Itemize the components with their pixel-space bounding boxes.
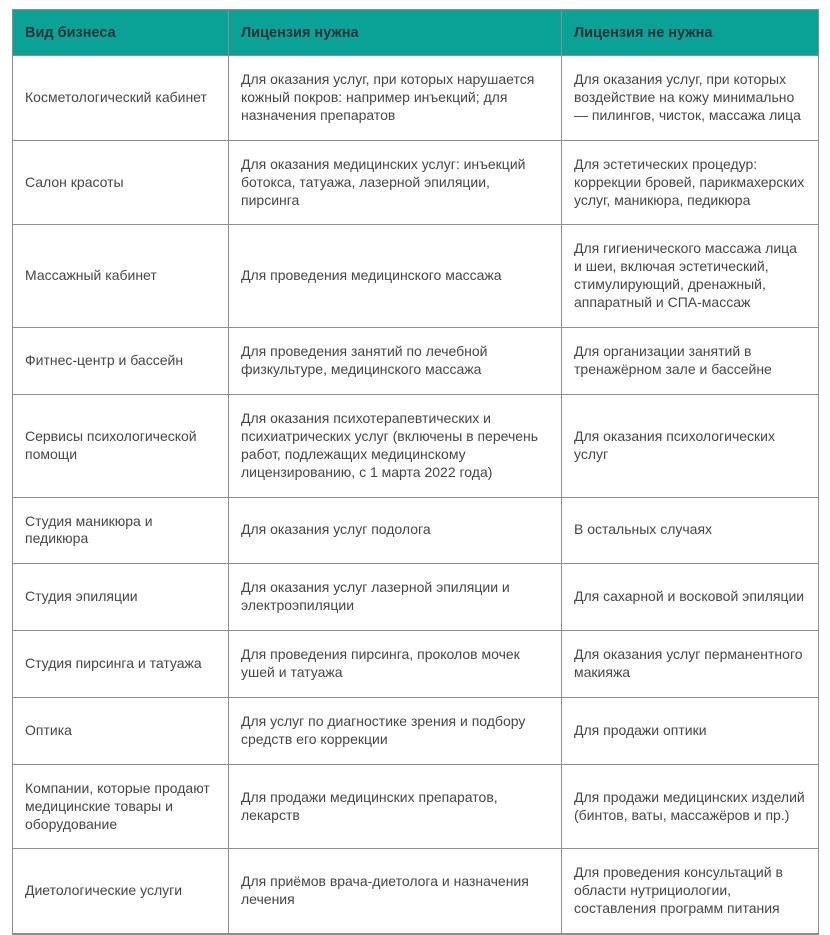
table-cell: Для оказания услуг перманентного макияжа <box>562 631 819 698</box>
table-cell: Оптика <box>13 697 229 764</box>
table-cell: Диетологические услуги <box>13 849 229 934</box>
table-cell: Студия эпиляции <box>13 564 229 631</box>
header-row <box>13 10 819 56</box>
table-cell: Косметологический кабинет <box>13 56 229 141</box>
table-row <box>13 56 819 141</box>
table-row <box>13 140 819 225</box>
table-cell: Для проведения консультаций в области нутрициологии, составления программ питания <box>562 849 819 934</box>
table-cell: Для продажи медицинских изделий (бинтов, ваты, массажёров и пр.) <box>562 764 819 849</box>
header-business-type: Вид бизнеса <box>13 10 229 56</box>
table-row <box>13 225 819 328</box>
table-cell: Компании, которые продают медицинские товары и оборудование <box>13 764 229 849</box>
table-cell: Для оказания психотерапевтических и психиатрических услуг (включены в перечень работ, подлежащих медицинскому лицензированию, с 1 марта 2022 года) <box>229 394 562 497</box>
header-license-not-needed: Лицензия не нужна <box>562 10 819 56</box>
table-row <box>13 764 819 849</box>
table-cell: В остальных случаях <box>562 497 819 564</box>
table-cell: Для оказания медицинских услуг: инъекций ботокса, татуажа, лазерной эпиляции, пирсинга <box>229 140 562 225</box>
table-row <box>13 497 819 564</box>
table-row <box>13 631 819 698</box>
table-cell: Для оказания услуг подолога <box>229 497 562 564</box>
table-cell: Для гигиенического массажа лица и шеи, включая эстетический, стимулирующий, дренажный, аппаратный и СПА-массаж <box>562 225 819 328</box>
table-cell: Для оказания услуг, при которых нарушается кожный покров: например инъекций; для назначения препаратов <box>229 56 562 141</box>
table-cell: Для проведения медицинского массажа <box>229 225 562 328</box>
table-cell: Для оказания услуг, при которых воздействие на кожу минимально — пилингов, чисток, массажа лица <box>562 56 819 141</box>
header-license-needed: Лицензия нужна <box>229 10 562 56</box>
table-cell: Для приёмов врача-диетолога и назначения лечения <box>229 849 562 934</box>
table-cell: Для оказания психологических услуг <box>562 394 819 497</box>
table-cell: Студия пирсинга и татуажа <box>13 631 229 698</box>
table-cell: Для услуг по диагностике зрения и подбору средств его коррекции <box>229 697 562 764</box>
table-cell: Для сахарной и восковой эпиляции <box>562 564 819 631</box>
table-row <box>13 328 819 395</box>
table-cell: Для продажи медицинских препаратов, лекарств <box>229 764 562 849</box>
table-cell: Для проведения занятий по лечебной физкультуре, медицинского массажа <box>229 328 562 395</box>
table-cell: Для проведения пирсинга, проколов мочек ушей и татуажа <box>229 631 562 698</box>
table-cell: Для организации занятий в тренажёрном зале и бассейне <box>562 328 819 395</box>
table-row <box>13 697 819 764</box>
table-cell: Для оказания услуг лазерной эпиляции и электроэпиляции <box>229 564 562 631</box>
table-cell: Студия маникюра и педикюра <box>13 497 229 564</box>
table-cell: Фитнес-центр и бассейн <box>13 328 229 395</box>
table-cell: Для эстетических процедур: коррекции бровей, парикмахерских услуг, маникюра, педикюра <box>562 140 819 225</box>
table-cell: Сервисы психологической помощи <box>13 394 229 497</box>
table-cell: Массажный кабинет <box>13 225 229 328</box>
table-row <box>13 849 819 934</box>
license-comparison-table <box>12 9 819 935</box>
table-header <box>13 10 819 56</box>
table-cell: Салон красоты <box>13 140 229 225</box>
table-cell: Для продажи оптики <box>562 697 819 764</box>
table-body <box>13 56 819 935</box>
table-row <box>13 564 819 631</box>
table-row <box>13 394 819 497</box>
